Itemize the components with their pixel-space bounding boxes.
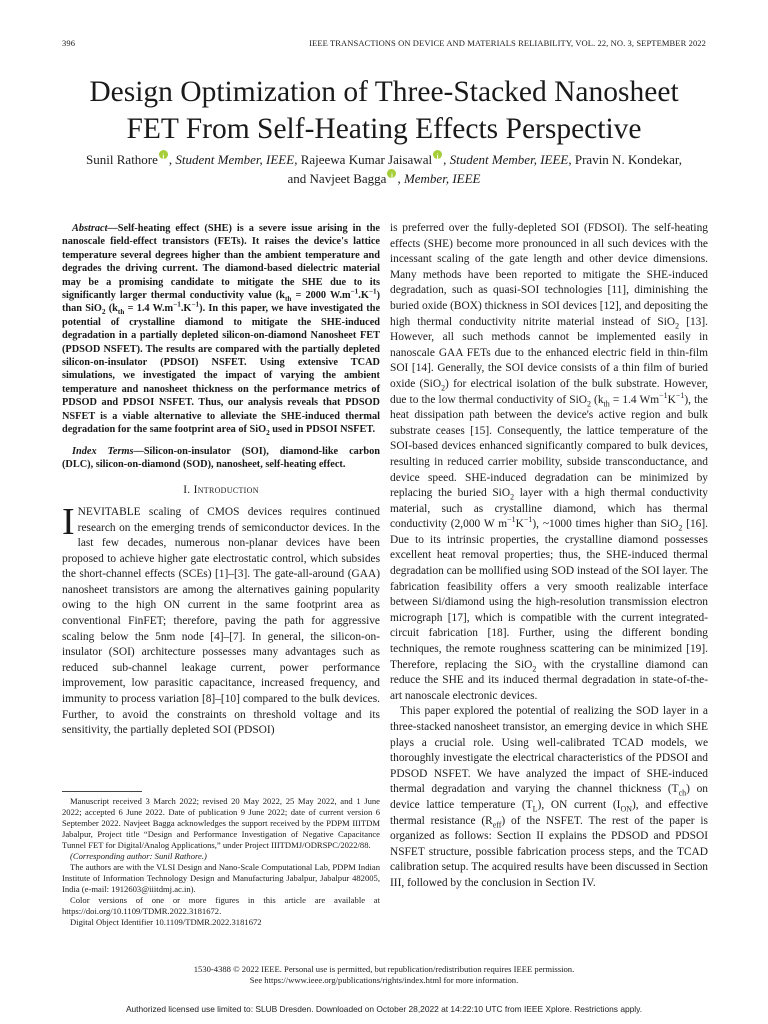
footnote-affiliation: The authors are with the VLSI Design and Nano-Scale Computational Lab, PDPM Indian Institute of Information Technology Design and Manufacturing Jabalpur, Jabalpur 482005, India (e-mail: 1912603@iiitdmj.ac.in). [62,862,380,894]
author-role: Member, IEEE [403,171,481,186]
title-line-2: FET From Self-Heating Effects Perspective [126,113,642,145]
body-paragraph: is preferred over the fully-depleted SOI (FDSOI). The self-heating effects (SHE) become more pronounced in all such devices with the incessant scaling of the gate length and other device dimensions. Many methods have been reported to mitigate the SHE-induced degradation, such as quasi-SOI technologies [11], diminishing the buried oxide (BOX) thickness in SOI devices [12], and depositing the high thermal conductivity nitrite material instead of SiO$_2$ [13]. However, all such methods cannot be implemented easily in nanoscale GAA FETs due to the enhanced electric field in thin-film SOI [14]. Generally, the SOI device consists of a thin film of buried oxide (SiO$_2$) for electrical isolation of the bulk substrate. However, due to the low thermal conductivity of SiO$_2$ ($k_{th} = 1.4$ $Wm^{-1}K^{-1}$), the heat dissipation path between the device's active region and bulk substrate ceases [15]. Consequently, the lattice temperature of the SOI-based devices enhanced significantly compared to bulk devices, resulting in reduced carrier mobility, subside transconductance, and device speed. SHE-induced degradation can be minimized by replacing the buried SiO$_2$ layer with a high thermal conductivity material, such as crystalline diamond, which has thermal conductivity (2,000 W $m^{-1}K^{-1}$), ~1000 times higher than SiO$_2$ [16]. Due to its intrinsic properties, the crystalline diamond possesses excellent heat removal properties; thus, the SHE-induced thermal degradation can be mollified using SOD instead of the SOI layer. The fabrication feasibility offers a very smooth realizable interface between Si/diamond using the high-resolution transmission electron micrograph [17], which is compatible with the current integrated-circuit fabrication [18]. Further, using the different bonding techniques, the remote roughness scattering can be minimized [19]. Therefore, replacing the SiO$_2$ with the crystalline diamond can reduce the SHE and its induced thermal degradation in state-of-the-art nanoscale electronic devices. [390,222,708,702]
author-role: Student Member, IEEE [175,152,295,167]
index-terms: Index Terms—Silicon-on-insulator (SOI), diamond-like carbon (DLC), silicon-on-diamond (SOD), nanosheet, self-heating effect. [62,445,380,470]
left-column [62,222,380,739]
abstract: Abstract—Self-heating effect (SHE) is a severe issue arising in the nanoscale field-effect transistors (FETs). It raises the device's lattice temperature several degrees higher than the ambient temperature and degrades the driving current. The diamond-based dielectric material may be a promising candidate to mitigate the SHE due to its significantly larger thermal conductivity value ($k_{th} = 2000$ $W.m^{-1}.K^{-1}$) than SiO$_2$ ($k_{th} = 1.4$ $W.m^{-1}.K^{-1}$). In this paper, we have investigated the potential of crystalline diamond to mitigate the SHE-induced degradation in a partially depleted silicon-on-diamond Nanosheet FET (PDSOD NSFET). The results are compared with the partially depleted silicon-on-insulator (PDSOI) NSFET. Using extensive TCAD simulations, we investigated the impact of varying the ambient temperature and nanosheet thickness on the performance metrics of PDSOD and PDSOI NSFET. Thus, our analysis reveals that PDSOD NSFET is a viable alternative to alleviate the SHE-induced thermal degradation for the same footprint area of SiO$_2$ used in PDSOI NSFET. [62,223,381,438]
title-line-1: Design Optimization of Three-Stacked Nanosheet [89,76,679,108]
orcid-icon[interactable] [433,150,442,159]
copyright-notice [40,964,728,986]
license-footer: Authorized licensed use limited to: SLUB Dresden. Downloaded on October 28,2022 at 14:22:10 UTC from IEEE Xplore. Restrictions apply. [125,1004,643,1014]
author-name: Rajeewa Kumar Jaisawal [300,152,433,167]
copyright-line-2[interactable]: See https://www.ieee.org/publications/rights/index.html for more information. [249,975,519,985]
drop-cap: I [62,500,75,543]
author-list: Sunil Rathorei , Student Member, IEEE, Rajeewa Kumar Jaisawali , Student Member, IEEE, Pravin N. Kondekar, and Navjeet Baggai , Member, IEEE [40,150,728,188]
footnote-manuscript: Manuscript received 3 March 2022; revised 20 May 2022, 25 May 2022, and 1 June 2022; accepted 6 June 2022. Date of publication 9 June 2022; date of current version 6 September 2022. Navjeet Bagga acknowledges the support received by the PDPM IIITDM Jabalpur, Project title “Design and Performance Investigation of Negative Capacitance Tunnel FET for Digital/Analog Applications,” under Project IIITDMJ/ODRSPC/2022/88. [62,796,380,850]
page-number: 396 [62,38,76,48]
right-column [390,221,708,892]
copyright-line-1: 1530-4388 © 2022 IEEE. Personal use is permitted, but republication/redistribution requires IEEE permission. [193,964,575,974]
intro-paragraph: INEVITABLE scaling of CMOS devices requires continued research on the emerging trends of semiconductor devices. In the last few decades, numerous non-planar devices have been proposed to achieve higher gate electrostatic control, which subsides the short-channel effects (SCEs) [1]–[3]. The gate-all-around (GAA) nanosheet transistors are among the alternatives gaining popularity owing to the high ON current in the same footprint area as conventional FinFET; therefore, paving the path for aggressive scaling below the 5nm node [4]–[7]. In general, the silicon-on-insulator (SOI) architecture possesses many advantages such as reduced sub-channel leakage current, power performance improvement, low parasitic capacitance, increased frequency, and immunity to process variation [8]–[10] compared to the bulk devices. Further, to avoid the constraints on threshold voltage and its sensitivity, the partially depleted SOI (PDSOI) [62,500,380,737]
footnote-color: Color versions of one or more figures in this article are available at https://doi.org/10.1109/TDMR.2022.3181672. [62,895,380,916]
footnote-doi: Digital Object Identifier 10.1109/TDMR.2022.3181672 [70,917,262,927]
paper-title [40,74,728,148]
author-role: Student Member, IEEE [449,152,569,167]
section-heading-introduction: I. Introduction [183,484,259,497]
body-paragraph: This paper explored the potential of realizing the SOD layer in a three-stacked nanosheet transistor, an emerging device in which SHE plays a crucial role. Using well-calibrated TCAD models, we thoroughly investigate the electrical characteristics of the PDSOI and PDSOD NSFET. We have analyzed the impact of SHE-induced thermal degradation and varying the channel thickness $(T_{ch})$ on device lattice temperature $(T_L)$, ON current $(I_{ON})$, and effective thermal resistance $(R_{eff})$ of the NSFET. The rest of the paper is organized as follows: Section II explains the PDSOD and PDSOI NSFET structure, possible fabrication process steps, and the TCAD calibration setup. The acquired results have been discussed in Section III, followed by the conclusion in Section IV. [390,705,708,889]
footnote-corresponding: (Corresponding author: Sunil Rathore.) [70,851,207,861]
author-name: Pravin N. Kondekar [574,152,679,167]
footnotes [62,796,380,928]
journal-header: IEEE TRANSACTIONS ON DEVICE AND MATERIALS RELIABILITY, VOL. 22, NO. 3, SEPTEMBER 2022 [309,38,706,48]
footnote-rule [62,791,142,792]
author-name: Navjeet Bagga [309,171,387,186]
orcid-icon[interactable] [387,169,396,178]
orcid-icon[interactable] [159,150,168,159]
author-name: Sunil Rathore [86,152,158,167]
